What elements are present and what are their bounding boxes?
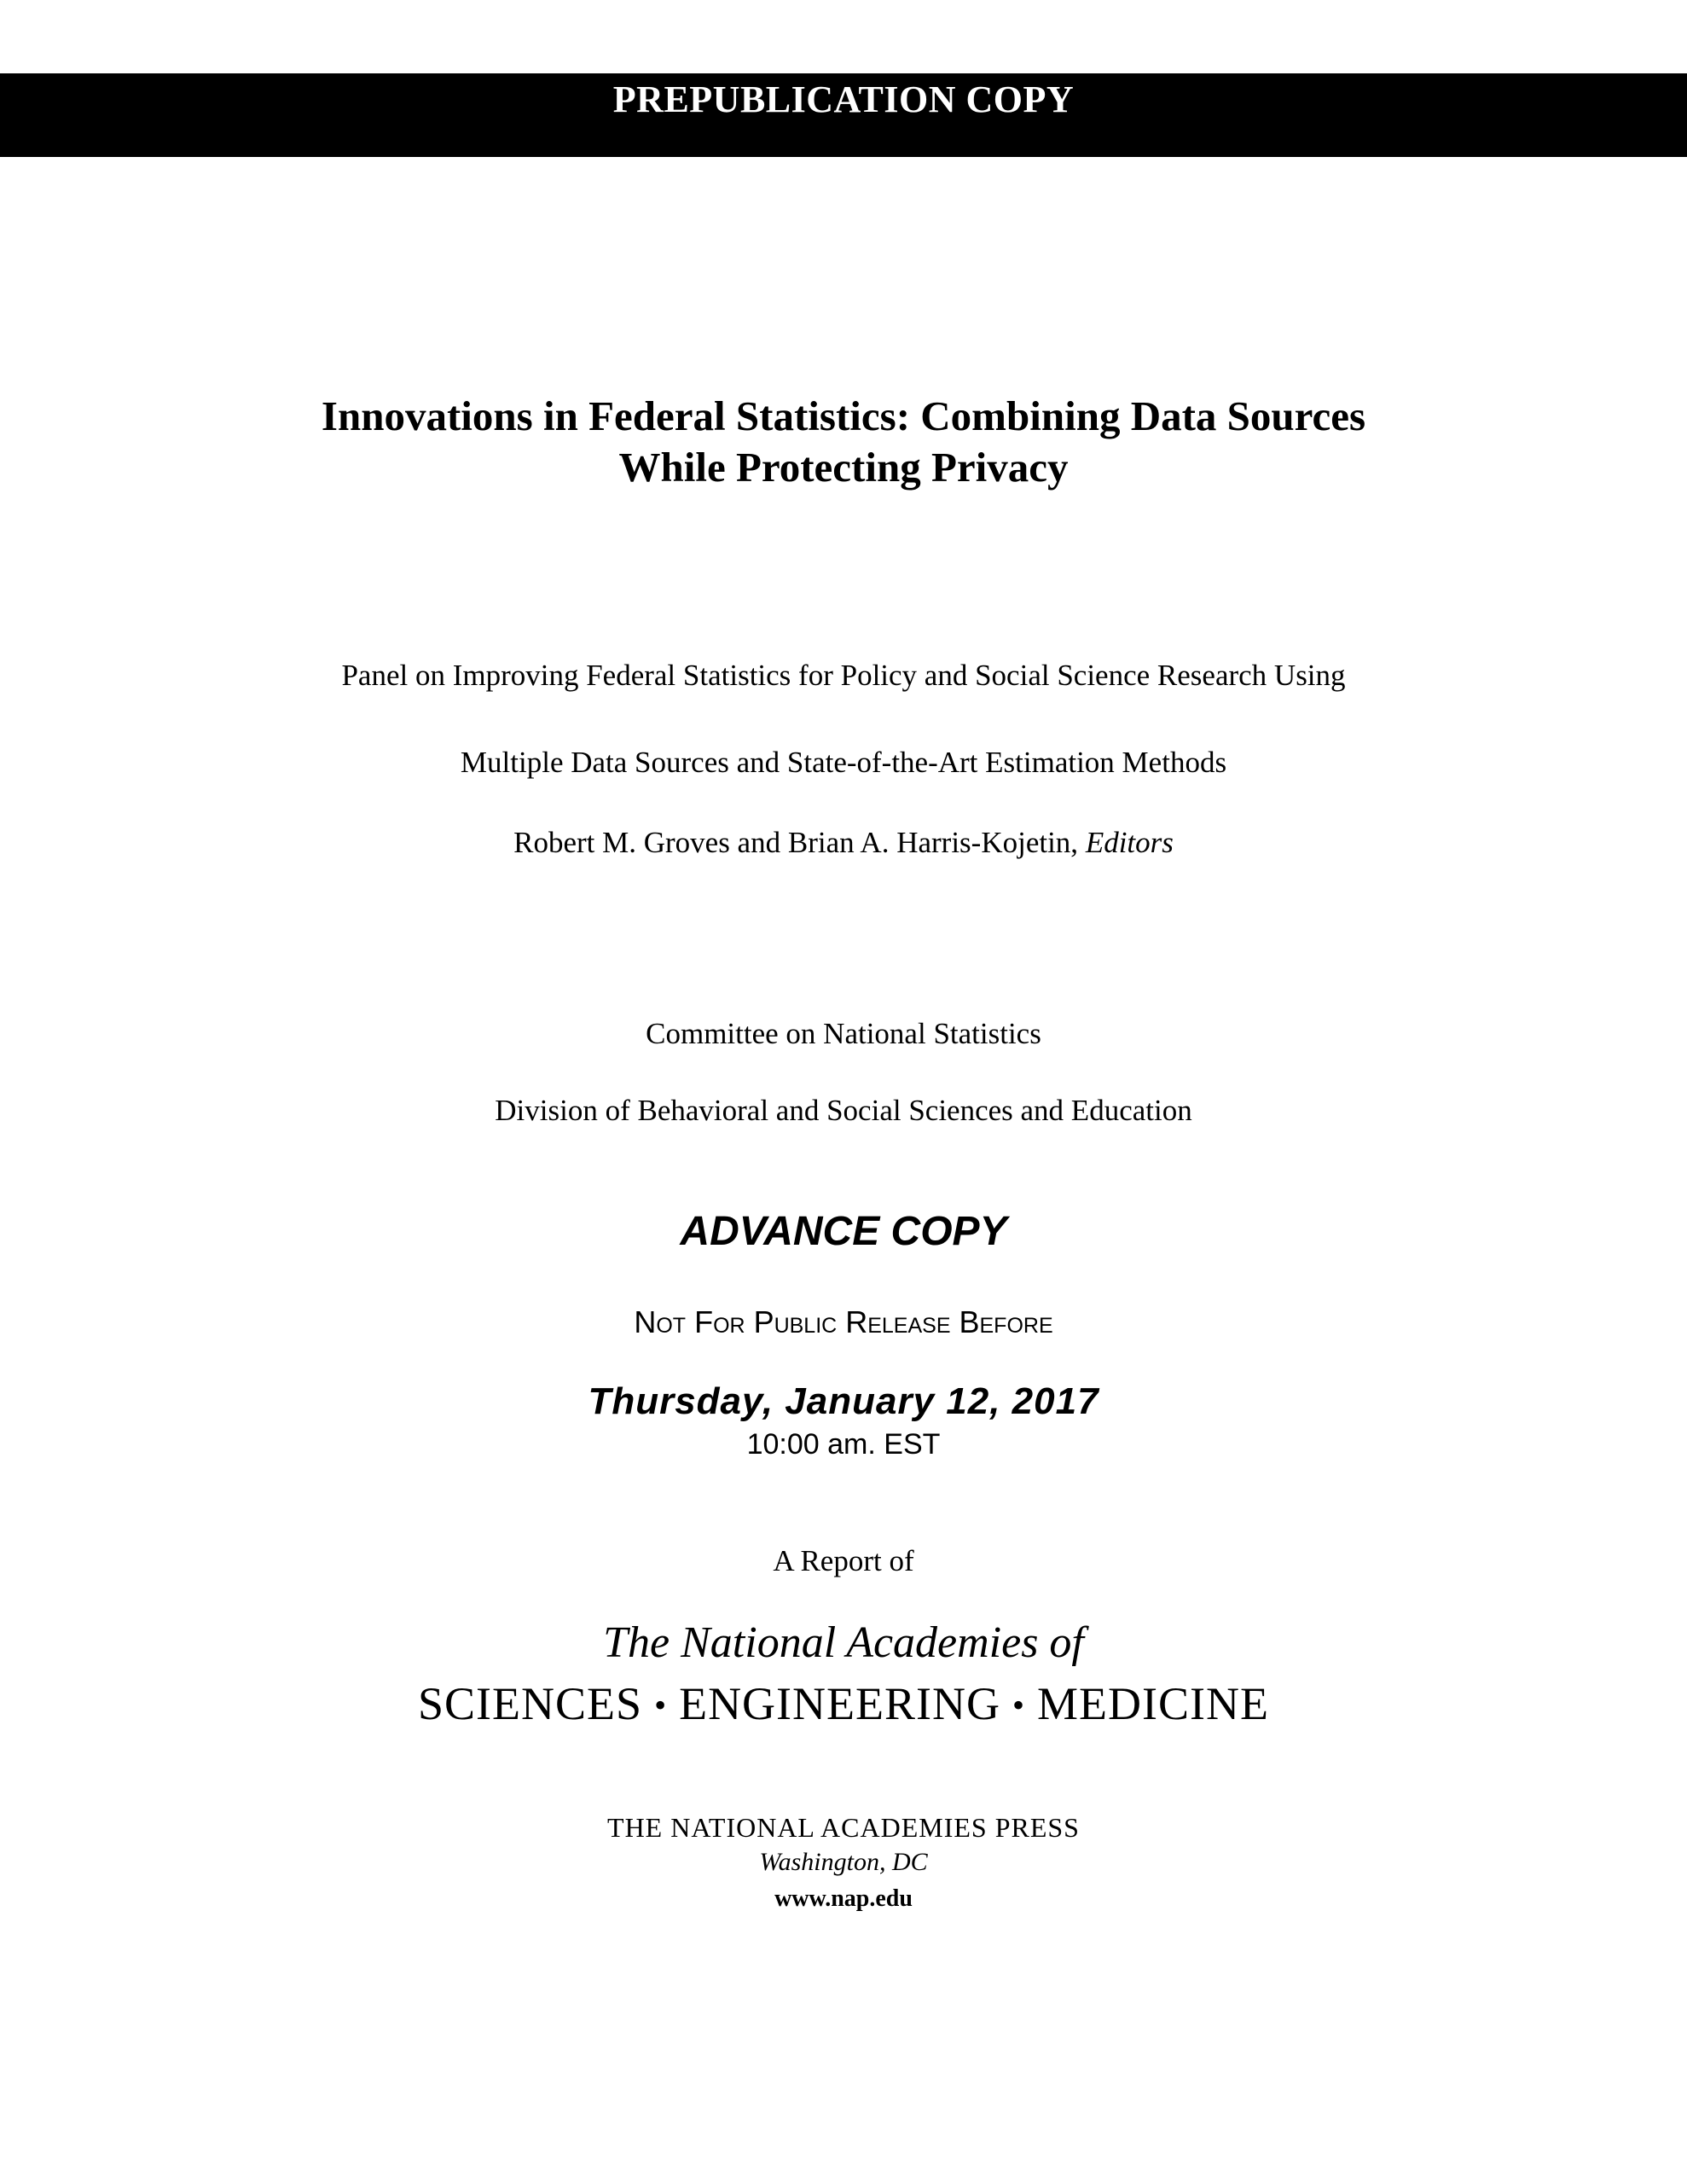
press-website-link[interactable]: www.nap.edu: [774, 1885, 913, 1912]
report-of-label: A Report of: [773, 1544, 914, 1577]
release-time: 10:00 am. EST: [746, 1428, 941, 1461]
division-name: Division of Behavioral and Social Sciences and Education: [495, 1094, 1192, 1127]
separator-dot: •: [654, 1685, 668, 1724]
academies-word-medicine: MEDICINE: [1037, 1678, 1269, 1729]
panel-name-line-1: Panel on Improving Federal Statistics for Policy and Social Science Research Using: [341, 659, 1346, 692]
committee-name: Committee on National Statistics: [646, 1017, 1041, 1050]
editors-role: Editors: [1085, 826, 1174, 859]
prepublication-banner: [0, 73, 1687, 157]
press-city: Washington, DC: [759, 1848, 928, 1876]
academies-logo-line-2: [0, 1677, 1687, 1735]
editor-names: Robert M. Groves and Brian A. Harris-Kojetin,: [513, 826, 1086, 859]
separator-dot: •: [1012, 1685, 1026, 1724]
embargo-notice: Not For Public Release Before: [634, 1304, 1053, 1339]
report-title-line-1: Innovations in Federal Statistics: Combining Data Sources: [321, 392, 1366, 439]
academies-word-engineering: ENGINEERING: [679, 1678, 1001, 1729]
editors-line: [0, 824, 1687, 862]
academies-logo-line-1: The National Academies of: [603, 1618, 1084, 1667]
report-title-line-2: While Protecting Privacy: [618, 444, 1069, 491]
banner-text: PREPUBLICATION COPY: [612, 78, 1075, 120]
press-name: THE NATIONAL ACADEMIES PRESS: [607, 1812, 1080, 1843]
panel-name-line-2: Multiple Data Sources and State-of-the-Art Estimation Methods: [460, 746, 1227, 779]
academies-word-sciences: SCIENCES: [418, 1678, 643, 1729]
release-date: Thursday, January 12, 2017: [588, 1380, 1099, 1422]
advance-copy-heading: ADVANCE COPY: [680, 1209, 1007, 1254]
